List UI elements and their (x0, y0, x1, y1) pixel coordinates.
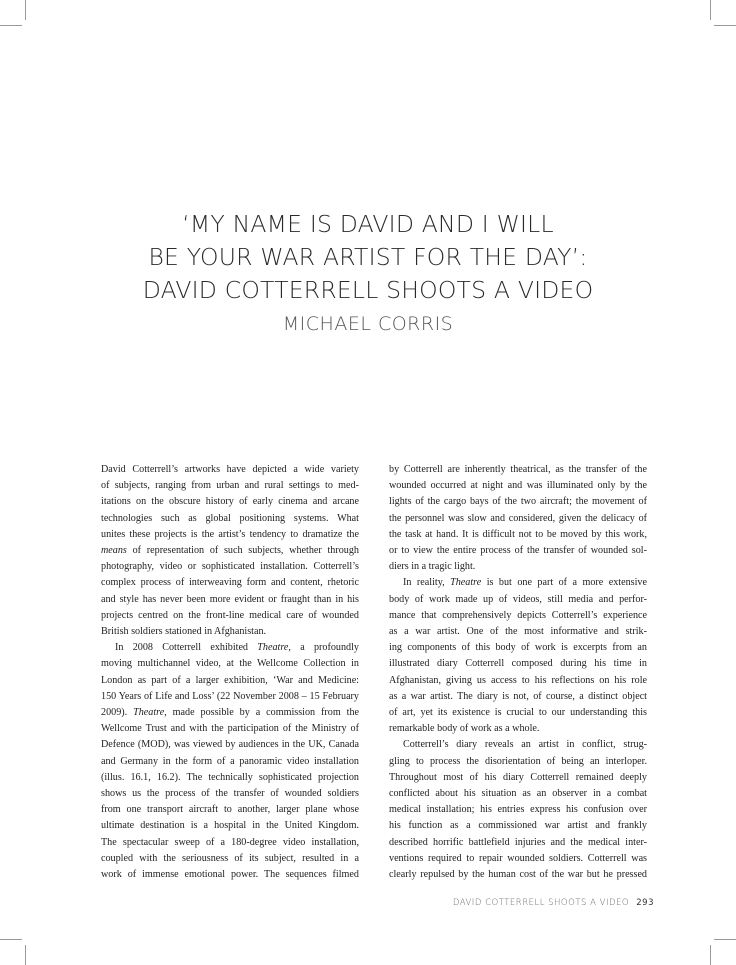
text-line: Wellcome Trust and with the participation of the Ministry of (101, 723, 359, 735)
page-footer (453, 898, 654, 908)
crop-mark (714, 939, 736, 940)
italic-title: Theatre (133, 707, 165, 719)
text-line: Afghanistan, giving us access to his reflections on his role (389, 674, 647, 686)
text-line: his function as a commissioned war artist and frankly (389, 820, 647, 832)
text-line: and style has never been more evident or fraught than in his (101, 593, 359, 605)
text-line: work of immense emotional power. The sequences filmed (101, 869, 359, 881)
text-line: conflicted about his situation as an observer in a combat (389, 788, 647, 800)
text-line: ventions required to repair wounded soldiers. Cotterrell was (389, 852, 647, 864)
text-line: photography, video or sophisticated installation. Cotterrell’s (101, 561, 359, 573)
page-number: 293 (636, 898, 654, 908)
text-line: medical installation; his entries express his confusion over (389, 804, 647, 816)
text-line: clearly repulsed by the human cost of the war but he pressed (389, 869, 647, 881)
text-line: the personnel was slow and considered, given the delicacy of (389, 512, 647, 524)
running-head: DAVID COTTERRELL SHOOTS A VIDEO (452, 898, 630, 908)
text-line: The spectacular sweep of a 180-degree video installation, (101, 836, 359, 848)
text-line: mance that comprehensively depicts Cotterrell’s experience (389, 609, 647, 621)
text-line: lights of the cargo bays of the two aircraft; the movement of (389, 496, 647, 508)
text-line: unites these projects is the artist’s tendency to dramatize the (101, 528, 359, 540)
text-line: British soldiers stationed in Afghanistan. (101, 626, 267, 638)
body-column-left (101, 462, 359, 883)
text-line: London as part of a larger exhibition, ‘War and Medicine: (101, 674, 359, 686)
crop-mark (714, 25, 736, 26)
text-line: 2009). Theatre, made possible by a commission from the (101, 707, 359, 719)
text-line: by Cotterrell are inherently theatrical, as the transfer of the (389, 464, 647, 475)
crop-mark (710, 945, 711, 965)
crop-mark (25, 0, 26, 20)
crop-mark (0, 25, 22, 26)
crop-mark (0, 939, 22, 940)
text-line: shows us the process of the transfer of wounded soldiers (101, 788, 359, 800)
text-line: David Cotterrell’s artworks have depicted a wide variety (101, 464, 359, 475)
text-line: Cotterrell’s diary reveals an artist in conflict, strug- (403, 739, 647, 751)
text-line: as a war artist. The diary is not, of course, a distinct object (389, 690, 647, 702)
text-line: of art, yet its existence is crucial to our understanding this (389, 707, 647, 719)
text-line: ultimate destination is a hospital in the United Kingdom. (101, 820, 359, 832)
text-line: Throughout most of his diary Cotterrell remained deeply (389, 771, 647, 783)
chapter-title-line: DAVID COTTERRELL SHOOTS A VIDEO (142, 276, 594, 304)
text-line: In 2008 Cotterrell exhibited Theatre, a profoundly (115, 642, 359, 654)
text-line: means of representation of such subjects, whether through (101, 545, 359, 557)
text-line: (illus. 16.1, 16.2). The technically sophisticated projection (101, 771, 359, 783)
chapter-title-line: BE YOUR WAR ARTIST FOR THE DAY’: (148, 243, 588, 271)
text-line: as a war artist. One of the most informative and strik- (389, 626, 647, 638)
chapter-author: MICHAEL CORRIS (282, 313, 454, 335)
text-line: gling to process the disorientation of being an interloper. (389, 755, 647, 767)
text-line: or to view the entire process of the transfer of wounded sol- (389, 545, 647, 557)
text-line: 150 Years of Life and Loss’ (22 November 2008 – 15 February (101, 690, 359, 702)
text-line: diers in a tragic light. (389, 561, 476, 573)
body-column-right (389, 462, 647, 883)
chapter-title (60, 208, 676, 307)
text-line: coupled with the seriousness of its subject, resulted in a (101, 852, 359, 864)
text-line: moving multichannel video, at the Wellcome Collection in (101, 658, 359, 670)
text-line: the task at hand. It is difficult not to be moved by this work, (389, 528, 647, 540)
text-line: Defence (MOD), was viewed by audiences in the UK, Canada (101, 739, 359, 751)
text-line: wounded occurred at night and was illuminated only by the (389, 480, 647, 492)
italic-title: Theatre (257, 642, 289, 654)
text-line: remarkable body of work as a whole. (389, 723, 540, 735)
text-line: projects centred on the front-line medical care of wounded (101, 609, 359, 621)
text-line: ing components of this body of work is excerpts from an (389, 642, 647, 654)
text-line: itations on the obscure history of early cinema and arcane (101, 496, 359, 508)
text-line: described horrific battlefield injuries and the medical inter- (389, 836, 647, 848)
text-line: technologies such as global positioning systems. What (101, 512, 359, 524)
text-line: complex process of interweaving form and content, rhetoric (101, 577, 359, 589)
text-line: In reality, Theatre is but one part of a more extensive (403, 577, 647, 589)
chapter-title-line: ‘MY NAME IS DAVID AND I WILL (182, 210, 554, 238)
text-line: and Germany in the form of a panoramic video installation (101, 755, 359, 767)
text-line: illustrated diary Cotterrell composed during his time in (389, 658, 647, 670)
italic-title: Theatre (450, 577, 482, 589)
crop-mark (25, 945, 26, 965)
italic-term: means (101, 545, 127, 557)
crop-mark (710, 0, 711, 20)
text-line: from one transport aircraft to another, larger plane whose (101, 804, 359, 816)
text-line: of subjects, ranging from urban and rural settings to med- (101, 480, 359, 492)
text-line: body of work made up of videos, still media and perfor- (389, 593, 647, 605)
